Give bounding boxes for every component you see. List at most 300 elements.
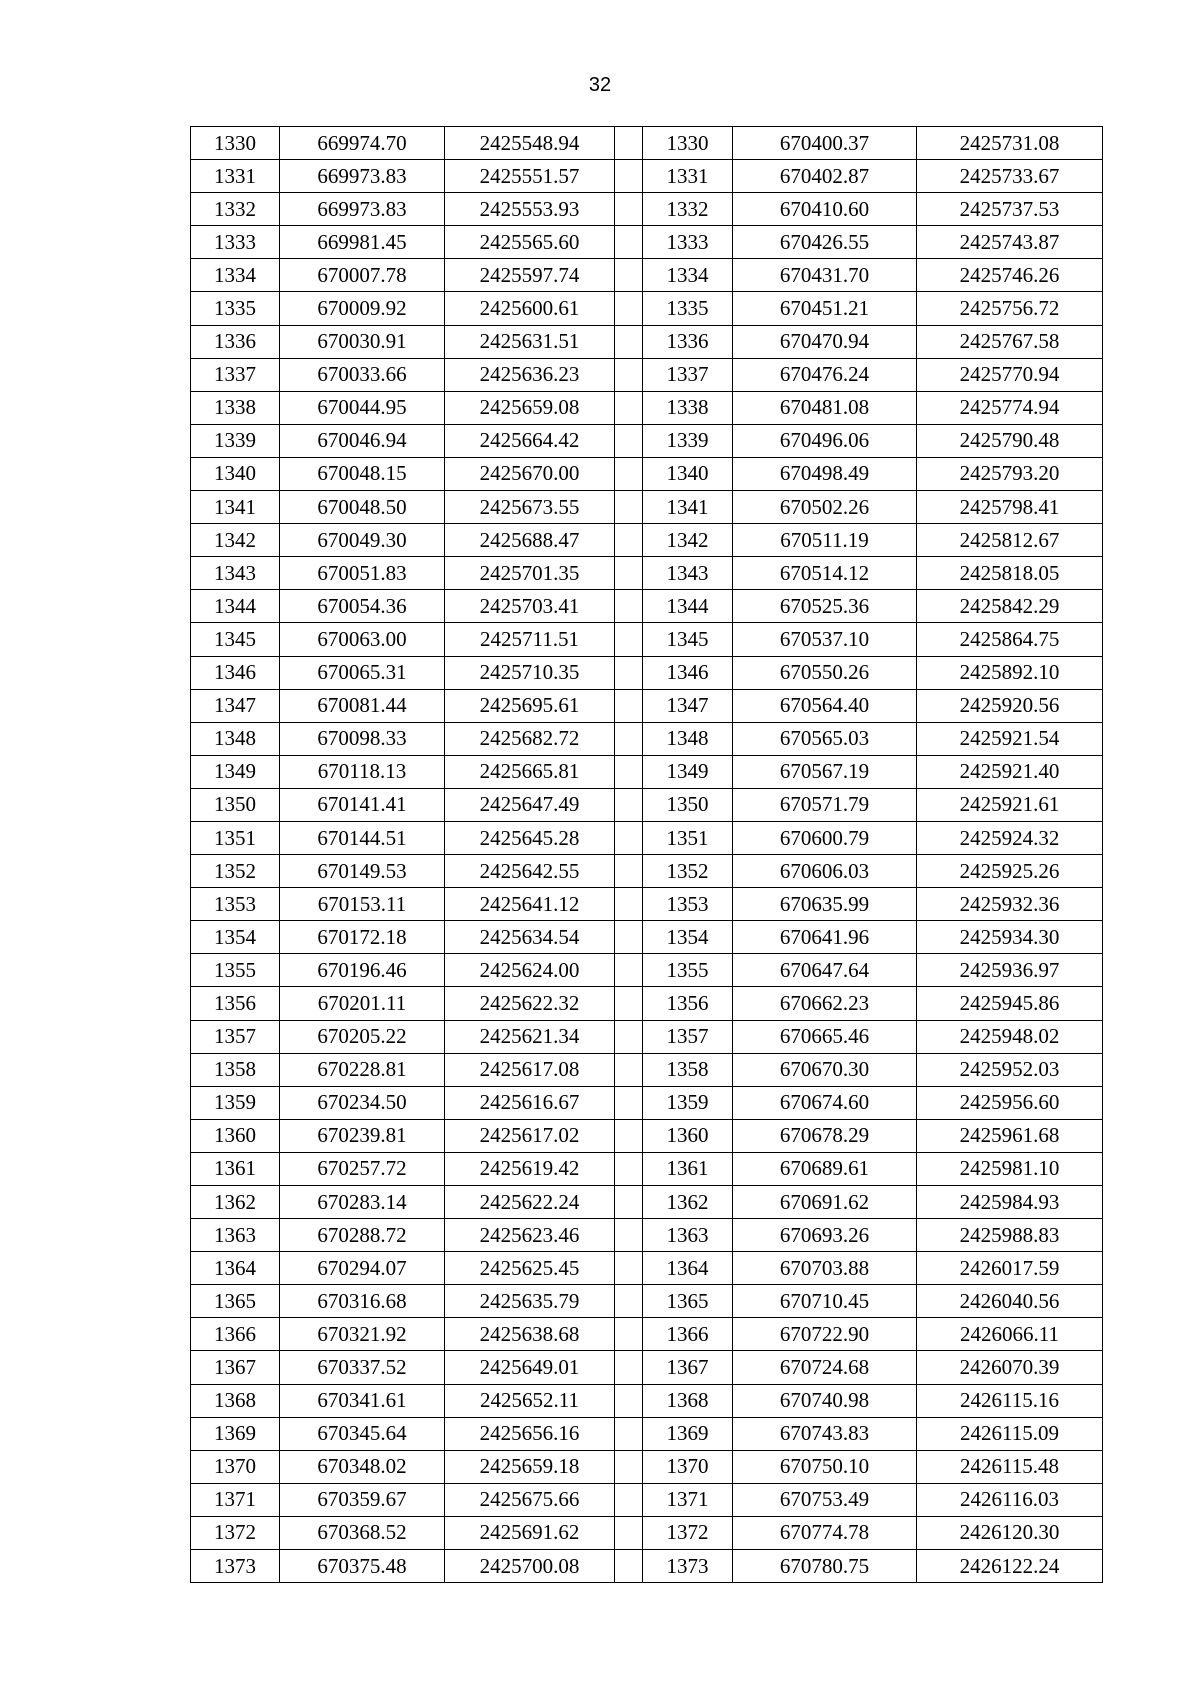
- right-x-cell: 670641.96: [733, 921, 917, 954]
- left-x-cell: 670321.92: [280, 1318, 445, 1351]
- left-point-id-cell: 1363: [191, 1219, 280, 1252]
- right-point-id-cell: 1338: [643, 391, 733, 424]
- left-x-cell: 669973.83: [280, 193, 445, 226]
- right-y-cell: 2426017.59: [917, 1252, 1103, 1285]
- left-point-id-cell: 1335: [191, 292, 280, 325]
- left-x-cell: 670054.36: [280, 590, 445, 623]
- left-y-cell: 2425711.51: [445, 623, 615, 656]
- table-row: [191, 1417, 1103, 1450]
- spacer-cell: [615, 722, 643, 755]
- spacer-cell: [615, 127, 643, 160]
- right-point-id-cell: 1353: [643, 888, 733, 921]
- left-point-id-cell: 1357: [191, 1020, 280, 1053]
- table-row: [191, 1219, 1103, 1252]
- table-row: [191, 424, 1103, 457]
- left-y-cell: 2425659.08: [445, 391, 615, 424]
- spacer-cell: [615, 888, 643, 921]
- right-y-cell: 2426116.03: [917, 1483, 1103, 1516]
- right-y-cell: 2426040.56: [917, 1285, 1103, 1318]
- spacer-cell: [615, 821, 643, 854]
- right-x-cell: 670431.70: [733, 259, 917, 292]
- left-point-id-cell: 1369: [191, 1417, 280, 1450]
- left-y-cell: 2425600.61: [445, 292, 615, 325]
- left-point-id-cell: 1347: [191, 689, 280, 722]
- left-point-id-cell: 1345: [191, 623, 280, 656]
- left-y-cell: 2425652.11: [445, 1384, 615, 1417]
- right-point-id-cell: 1371: [643, 1483, 733, 1516]
- right-y-cell: 2425798.41: [917, 491, 1103, 524]
- left-y-cell: 2425551.57: [445, 160, 615, 193]
- right-y-cell: 2426120.30: [917, 1516, 1103, 1549]
- left-x-cell: 670348.02: [280, 1450, 445, 1483]
- spacer-cell: [615, 160, 643, 193]
- right-x-cell: 670502.26: [733, 491, 917, 524]
- right-point-id-cell: 1367: [643, 1351, 733, 1384]
- left-y-cell: 2425664.42: [445, 424, 615, 457]
- left-x-cell: 670201.11: [280, 987, 445, 1020]
- spacer-cell: [615, 788, 643, 821]
- left-point-id-cell: 1348: [191, 722, 280, 755]
- table-row: [191, 259, 1103, 292]
- table-row: [191, 987, 1103, 1020]
- left-x-cell: 670048.15: [280, 457, 445, 490]
- right-point-id-cell: 1348: [643, 722, 733, 755]
- right-y-cell: 2425934.30: [917, 921, 1103, 954]
- right-point-id-cell: 1349: [643, 755, 733, 788]
- right-x-cell: 670740.98: [733, 1384, 917, 1417]
- spacer-cell: [615, 325, 643, 358]
- right-y-cell: 2425770.94: [917, 358, 1103, 391]
- left-x-cell: 670257.72: [280, 1152, 445, 1185]
- left-y-cell: 2425638.68: [445, 1318, 615, 1351]
- right-x-cell: 670693.26: [733, 1219, 917, 1252]
- left-x-cell: 670046.94: [280, 424, 445, 457]
- left-y-cell: 2425688.47: [445, 524, 615, 557]
- left-x-cell: 670030.91: [280, 325, 445, 358]
- table-row: [191, 1450, 1103, 1483]
- left-x-cell: 669981.45: [280, 226, 445, 259]
- right-y-cell: 2426070.39: [917, 1351, 1103, 1384]
- left-y-cell: 2425617.02: [445, 1119, 615, 1152]
- left-y-cell: 2425673.55: [445, 491, 615, 524]
- table-row: [191, 1186, 1103, 1219]
- left-y-cell: 2425634.54: [445, 921, 615, 954]
- spacer-cell: [615, 1417, 643, 1450]
- right-y-cell: 2425733.67: [917, 160, 1103, 193]
- right-point-id-cell: 1337: [643, 358, 733, 391]
- right-x-cell: 670662.23: [733, 987, 917, 1020]
- left-y-cell: 2425665.81: [445, 755, 615, 788]
- right-y-cell: 2426122.24: [917, 1550, 1103, 1583]
- left-point-id-cell: 1372: [191, 1516, 280, 1549]
- left-y-cell: 2425641.12: [445, 888, 615, 921]
- left-point-id-cell: 1367: [191, 1351, 280, 1384]
- right-x-cell: 670514.12: [733, 557, 917, 590]
- left-x-cell: 670141.41: [280, 788, 445, 821]
- spacer-cell: [615, 987, 643, 1020]
- spacer-cell: [615, 1285, 643, 1318]
- left-y-cell: 2425670.00: [445, 457, 615, 490]
- spacer-cell: [615, 1318, 643, 1351]
- table-row: [191, 689, 1103, 722]
- table-row: [191, 557, 1103, 590]
- right-x-cell: 670753.49: [733, 1483, 917, 1516]
- right-point-id-cell: 1370: [643, 1450, 733, 1483]
- table-row: [191, 1285, 1103, 1318]
- right-y-cell: 2425892.10: [917, 656, 1103, 689]
- right-point-id-cell: 1331: [643, 160, 733, 193]
- left-x-cell: 670144.51: [280, 821, 445, 854]
- table-row: [191, 656, 1103, 689]
- spacer-cell: [615, 292, 643, 325]
- left-point-id-cell: 1334: [191, 259, 280, 292]
- left-point-id-cell: 1373: [191, 1550, 280, 1583]
- right-x-cell: 670743.83: [733, 1417, 917, 1450]
- right-x-cell: 670571.79: [733, 788, 917, 821]
- left-y-cell: 2425619.42: [445, 1152, 615, 1185]
- left-x-cell: 670345.64: [280, 1417, 445, 1450]
- left-x-cell: 670065.31: [280, 656, 445, 689]
- right-point-id-cell: 1333: [643, 226, 733, 259]
- right-y-cell: 2425981.10: [917, 1152, 1103, 1185]
- left-y-cell: 2425553.93: [445, 193, 615, 226]
- right-point-id-cell: 1347: [643, 689, 733, 722]
- table-row: [191, 722, 1103, 755]
- left-point-id-cell: 1349: [191, 755, 280, 788]
- right-x-cell: 670703.88: [733, 1252, 917, 1285]
- right-y-cell: 2425952.03: [917, 1053, 1103, 1086]
- right-y-cell: 2425961.68: [917, 1119, 1103, 1152]
- spacer-cell: [615, 954, 643, 987]
- right-x-cell: 670750.10: [733, 1450, 917, 1483]
- spacer-cell: [615, 226, 643, 259]
- spacer-cell: [615, 1252, 643, 1285]
- right-x-cell: 670665.46: [733, 1020, 917, 1053]
- table-row: [191, 524, 1103, 557]
- left-x-cell: 670294.07: [280, 1252, 445, 1285]
- table-row: [191, 1053, 1103, 1086]
- left-x-cell: 669974.70: [280, 127, 445, 160]
- left-y-cell: 2425565.60: [445, 226, 615, 259]
- right-y-cell: 2425743.87: [917, 226, 1103, 259]
- spacer-cell: [615, 193, 643, 226]
- right-x-cell: 670774.78: [733, 1516, 917, 1549]
- left-point-id-cell: 1330: [191, 127, 280, 160]
- right-point-id-cell: 1364: [643, 1252, 733, 1285]
- right-y-cell: 2425864.75: [917, 623, 1103, 656]
- right-point-id-cell: 1357: [643, 1020, 733, 1053]
- right-x-cell: 670498.49: [733, 457, 917, 490]
- left-x-cell: 670341.61: [280, 1384, 445, 1417]
- left-point-id-cell: 1359: [191, 1086, 280, 1119]
- right-y-cell: 2425921.54: [917, 722, 1103, 755]
- left-y-cell: 2425621.34: [445, 1020, 615, 1053]
- right-y-cell: 2425818.05: [917, 557, 1103, 590]
- right-x-cell: 670470.94: [733, 325, 917, 358]
- right-y-cell: 2425936.97: [917, 954, 1103, 987]
- right-y-cell: 2425746.26: [917, 259, 1103, 292]
- table-row: [191, 1119, 1103, 1152]
- right-y-cell: 2425921.61: [917, 788, 1103, 821]
- table-row: [191, 1550, 1103, 1583]
- left-point-id-cell: 1355: [191, 954, 280, 987]
- right-x-cell: 670710.45: [733, 1285, 917, 1318]
- right-x-cell: 670565.03: [733, 722, 917, 755]
- spacer-cell: [615, 424, 643, 457]
- right-x-cell: 670674.60: [733, 1086, 917, 1119]
- left-y-cell: 2425642.55: [445, 855, 615, 888]
- right-point-id-cell: 1372: [643, 1516, 733, 1549]
- left-y-cell: 2425616.67: [445, 1086, 615, 1119]
- left-y-cell: 2425617.08: [445, 1053, 615, 1086]
- left-y-cell: 2425548.94: [445, 127, 615, 160]
- left-x-cell: 670063.00: [280, 623, 445, 656]
- left-x-cell: 670228.81: [280, 1053, 445, 1086]
- right-y-cell: 2425956.60: [917, 1086, 1103, 1119]
- left-point-id-cell: 1331: [191, 160, 280, 193]
- right-x-cell: 670724.68: [733, 1351, 917, 1384]
- table-row: [191, 457, 1103, 490]
- left-point-id-cell: 1362: [191, 1186, 280, 1219]
- right-y-cell: 2425731.08: [917, 127, 1103, 160]
- right-x-cell: 670511.19: [733, 524, 917, 557]
- left-point-id-cell: 1371: [191, 1483, 280, 1516]
- right-point-id-cell: 1363: [643, 1219, 733, 1252]
- table-row: [191, 954, 1103, 987]
- left-x-cell: 670359.67: [280, 1483, 445, 1516]
- left-point-id-cell: 1338: [191, 391, 280, 424]
- left-y-cell: 2425675.66: [445, 1483, 615, 1516]
- right-x-cell: 670670.30: [733, 1053, 917, 1086]
- left-point-id-cell: 1342: [191, 524, 280, 557]
- left-y-cell: 2425622.32: [445, 987, 615, 1020]
- spacer-cell: [615, 623, 643, 656]
- left-x-cell: 669973.83: [280, 160, 445, 193]
- right-point-id-cell: 1358: [643, 1053, 733, 1086]
- left-point-id-cell: 1358: [191, 1053, 280, 1086]
- left-y-cell: 2425624.00: [445, 954, 615, 987]
- right-x-cell: 670496.06: [733, 424, 917, 457]
- right-x-cell: 670410.60: [733, 193, 917, 226]
- left-point-id-cell: 1337: [191, 358, 280, 391]
- left-y-cell: 2425647.49: [445, 788, 615, 821]
- right-y-cell: 2425924.32: [917, 821, 1103, 854]
- right-x-cell: 670647.64: [733, 954, 917, 987]
- left-x-cell: 670205.22: [280, 1020, 445, 1053]
- left-y-cell: 2425636.23: [445, 358, 615, 391]
- right-point-id-cell: 1345: [643, 623, 733, 656]
- spacer-cell: [615, 590, 643, 623]
- left-x-cell: 670081.44: [280, 689, 445, 722]
- spacer-cell: [615, 1053, 643, 1086]
- right-point-id-cell: 1340: [643, 457, 733, 490]
- right-point-id-cell: 1368: [643, 1384, 733, 1417]
- right-x-cell: 670451.21: [733, 292, 917, 325]
- spacer-cell: [615, 457, 643, 490]
- table-row: [191, 1483, 1103, 1516]
- right-point-id-cell: 1356: [643, 987, 733, 1020]
- right-y-cell: 2425793.20: [917, 457, 1103, 490]
- left-y-cell: 2425625.45: [445, 1252, 615, 1285]
- right-y-cell: 2425925.26: [917, 855, 1103, 888]
- left-point-id-cell: 1344: [191, 590, 280, 623]
- right-point-id-cell: 1360: [643, 1119, 733, 1152]
- left-y-cell: 2425695.61: [445, 689, 615, 722]
- spacer-cell: [615, 1186, 643, 1219]
- left-point-id-cell: 1346: [191, 656, 280, 689]
- left-y-cell: 2425623.46: [445, 1219, 615, 1252]
- right-point-id-cell: 1351: [643, 821, 733, 854]
- right-y-cell: 2425767.58: [917, 325, 1103, 358]
- table-row: [191, 821, 1103, 854]
- right-point-id-cell: 1362: [643, 1186, 733, 1219]
- left-point-id-cell: 1350: [191, 788, 280, 821]
- right-point-id-cell: 1366: [643, 1318, 733, 1351]
- spacer-cell: [615, 1550, 643, 1583]
- right-point-id-cell: 1344: [643, 590, 733, 623]
- right-x-cell: 670678.29: [733, 1119, 917, 1152]
- left-x-cell: 670149.53: [280, 855, 445, 888]
- right-point-id-cell: 1352: [643, 855, 733, 888]
- left-point-id-cell: 1364: [191, 1252, 280, 1285]
- right-y-cell: 2425812.67: [917, 524, 1103, 557]
- table-row: [191, 921, 1103, 954]
- spacer-cell: [615, 1086, 643, 1119]
- right-y-cell: 2426066.11: [917, 1318, 1103, 1351]
- right-point-id-cell: 1355: [643, 954, 733, 987]
- right-y-cell: 2425842.29: [917, 590, 1103, 623]
- left-y-cell: 2425710.35: [445, 656, 615, 689]
- right-point-id-cell: 1342: [643, 524, 733, 557]
- left-y-cell: 2425597.74: [445, 259, 615, 292]
- coordinates-table: [190, 126, 1103, 1583]
- left-point-id-cell: 1365: [191, 1285, 280, 1318]
- left-x-cell: 670337.52: [280, 1351, 445, 1384]
- table-row: [191, 491, 1103, 524]
- left-point-id-cell: 1353: [191, 888, 280, 921]
- right-point-id-cell: 1336: [643, 325, 733, 358]
- left-point-id-cell: 1368: [191, 1384, 280, 1417]
- left-x-cell: 670375.48: [280, 1550, 445, 1583]
- left-x-cell: 670234.50: [280, 1086, 445, 1119]
- left-x-cell: 670172.18: [280, 921, 445, 954]
- left-x-cell: 670368.52: [280, 1516, 445, 1549]
- right-x-cell: 670537.10: [733, 623, 917, 656]
- right-y-cell: 2425756.72: [917, 292, 1103, 325]
- left-y-cell: 2425700.08: [445, 1550, 615, 1583]
- left-x-cell: 670239.81: [280, 1119, 445, 1152]
- spacer-cell: [615, 259, 643, 292]
- left-y-cell: 2425631.51: [445, 325, 615, 358]
- right-point-id-cell: 1361: [643, 1152, 733, 1185]
- right-y-cell: 2425988.83: [917, 1219, 1103, 1252]
- right-x-cell: 670689.61: [733, 1152, 917, 1185]
- table-row: [191, 160, 1103, 193]
- page-number: 32: [588, 74, 612, 96]
- right-point-id-cell: 1359: [643, 1086, 733, 1119]
- left-point-id-cell: 1351: [191, 821, 280, 854]
- table-row: [191, 1252, 1103, 1285]
- left-x-cell: 670288.72: [280, 1219, 445, 1252]
- right-y-cell: 2426115.16: [917, 1384, 1103, 1417]
- spacer-cell: [615, 855, 643, 888]
- right-x-cell: 670550.26: [733, 656, 917, 689]
- table-row: [191, 623, 1103, 656]
- left-y-cell: 2425656.16: [445, 1417, 615, 1450]
- left-y-cell: 2425622.24: [445, 1186, 615, 1219]
- left-point-id-cell: 1341: [191, 491, 280, 524]
- coordinates-table-body: [191, 127, 1103, 1583]
- left-y-cell: 2425703.41: [445, 590, 615, 623]
- spacer-cell: [615, 1384, 643, 1417]
- left-point-id-cell: 1332: [191, 193, 280, 226]
- right-point-id-cell: 1332: [643, 193, 733, 226]
- right-point-id-cell: 1365: [643, 1285, 733, 1318]
- right-point-id-cell: 1346: [643, 656, 733, 689]
- spacer-cell: [615, 1450, 643, 1483]
- table-row: [191, 590, 1103, 623]
- right-y-cell: 2426115.09: [917, 1417, 1103, 1450]
- right-x-cell: 670722.90: [733, 1318, 917, 1351]
- left-point-id-cell: 1343: [191, 557, 280, 590]
- right-point-id-cell: 1335: [643, 292, 733, 325]
- left-x-cell: 670033.66: [280, 358, 445, 391]
- left-x-cell: 670048.50: [280, 491, 445, 524]
- right-y-cell: 2425920.56: [917, 689, 1103, 722]
- left-y-cell: 2425635.79: [445, 1285, 615, 1318]
- right-point-id-cell: 1330: [643, 127, 733, 160]
- right-y-cell: 2425737.53: [917, 193, 1103, 226]
- left-x-cell: 670283.14: [280, 1186, 445, 1219]
- left-point-id-cell: 1361: [191, 1152, 280, 1185]
- right-x-cell: 670635.99: [733, 888, 917, 921]
- right-y-cell: 2425790.48: [917, 424, 1103, 457]
- table-row: [191, 888, 1103, 921]
- spacer-cell: [615, 656, 643, 689]
- right-point-id-cell: 1354: [643, 921, 733, 954]
- left-y-cell: 2425649.01: [445, 1351, 615, 1384]
- left-x-cell: 670316.68: [280, 1285, 445, 1318]
- right-x-cell: 670606.03: [733, 855, 917, 888]
- left-point-id-cell: 1366: [191, 1318, 280, 1351]
- right-point-id-cell: 1369: [643, 1417, 733, 1450]
- spacer-cell: [615, 524, 643, 557]
- left-x-cell: 670044.95: [280, 391, 445, 424]
- right-point-id-cell: 1343: [643, 557, 733, 590]
- table-row: [191, 1516, 1103, 1549]
- right-x-cell: 670525.36: [733, 590, 917, 623]
- left-x-cell: 670118.13: [280, 755, 445, 788]
- spacer-cell: [615, 689, 643, 722]
- right-x-cell: 670400.37: [733, 127, 917, 160]
- right-x-cell: 670691.62: [733, 1186, 917, 1219]
- right-x-cell: 670402.87: [733, 160, 917, 193]
- spacer-cell: [615, 358, 643, 391]
- table-row: [191, 193, 1103, 226]
- left-y-cell: 2425682.72: [445, 722, 615, 755]
- spacer-cell: [615, 1516, 643, 1549]
- right-y-cell: 2426115.48: [917, 1450, 1103, 1483]
- table-row: [191, 788, 1103, 821]
- left-x-cell: 670098.33: [280, 722, 445, 755]
- right-x-cell: 670564.40: [733, 689, 917, 722]
- table-row: [191, 325, 1103, 358]
- left-x-cell: 670007.78: [280, 259, 445, 292]
- left-x-cell: 670196.46: [280, 954, 445, 987]
- right-y-cell: 2425984.93: [917, 1186, 1103, 1219]
- left-point-id-cell: 1336: [191, 325, 280, 358]
- spacer-cell: [615, 1152, 643, 1185]
